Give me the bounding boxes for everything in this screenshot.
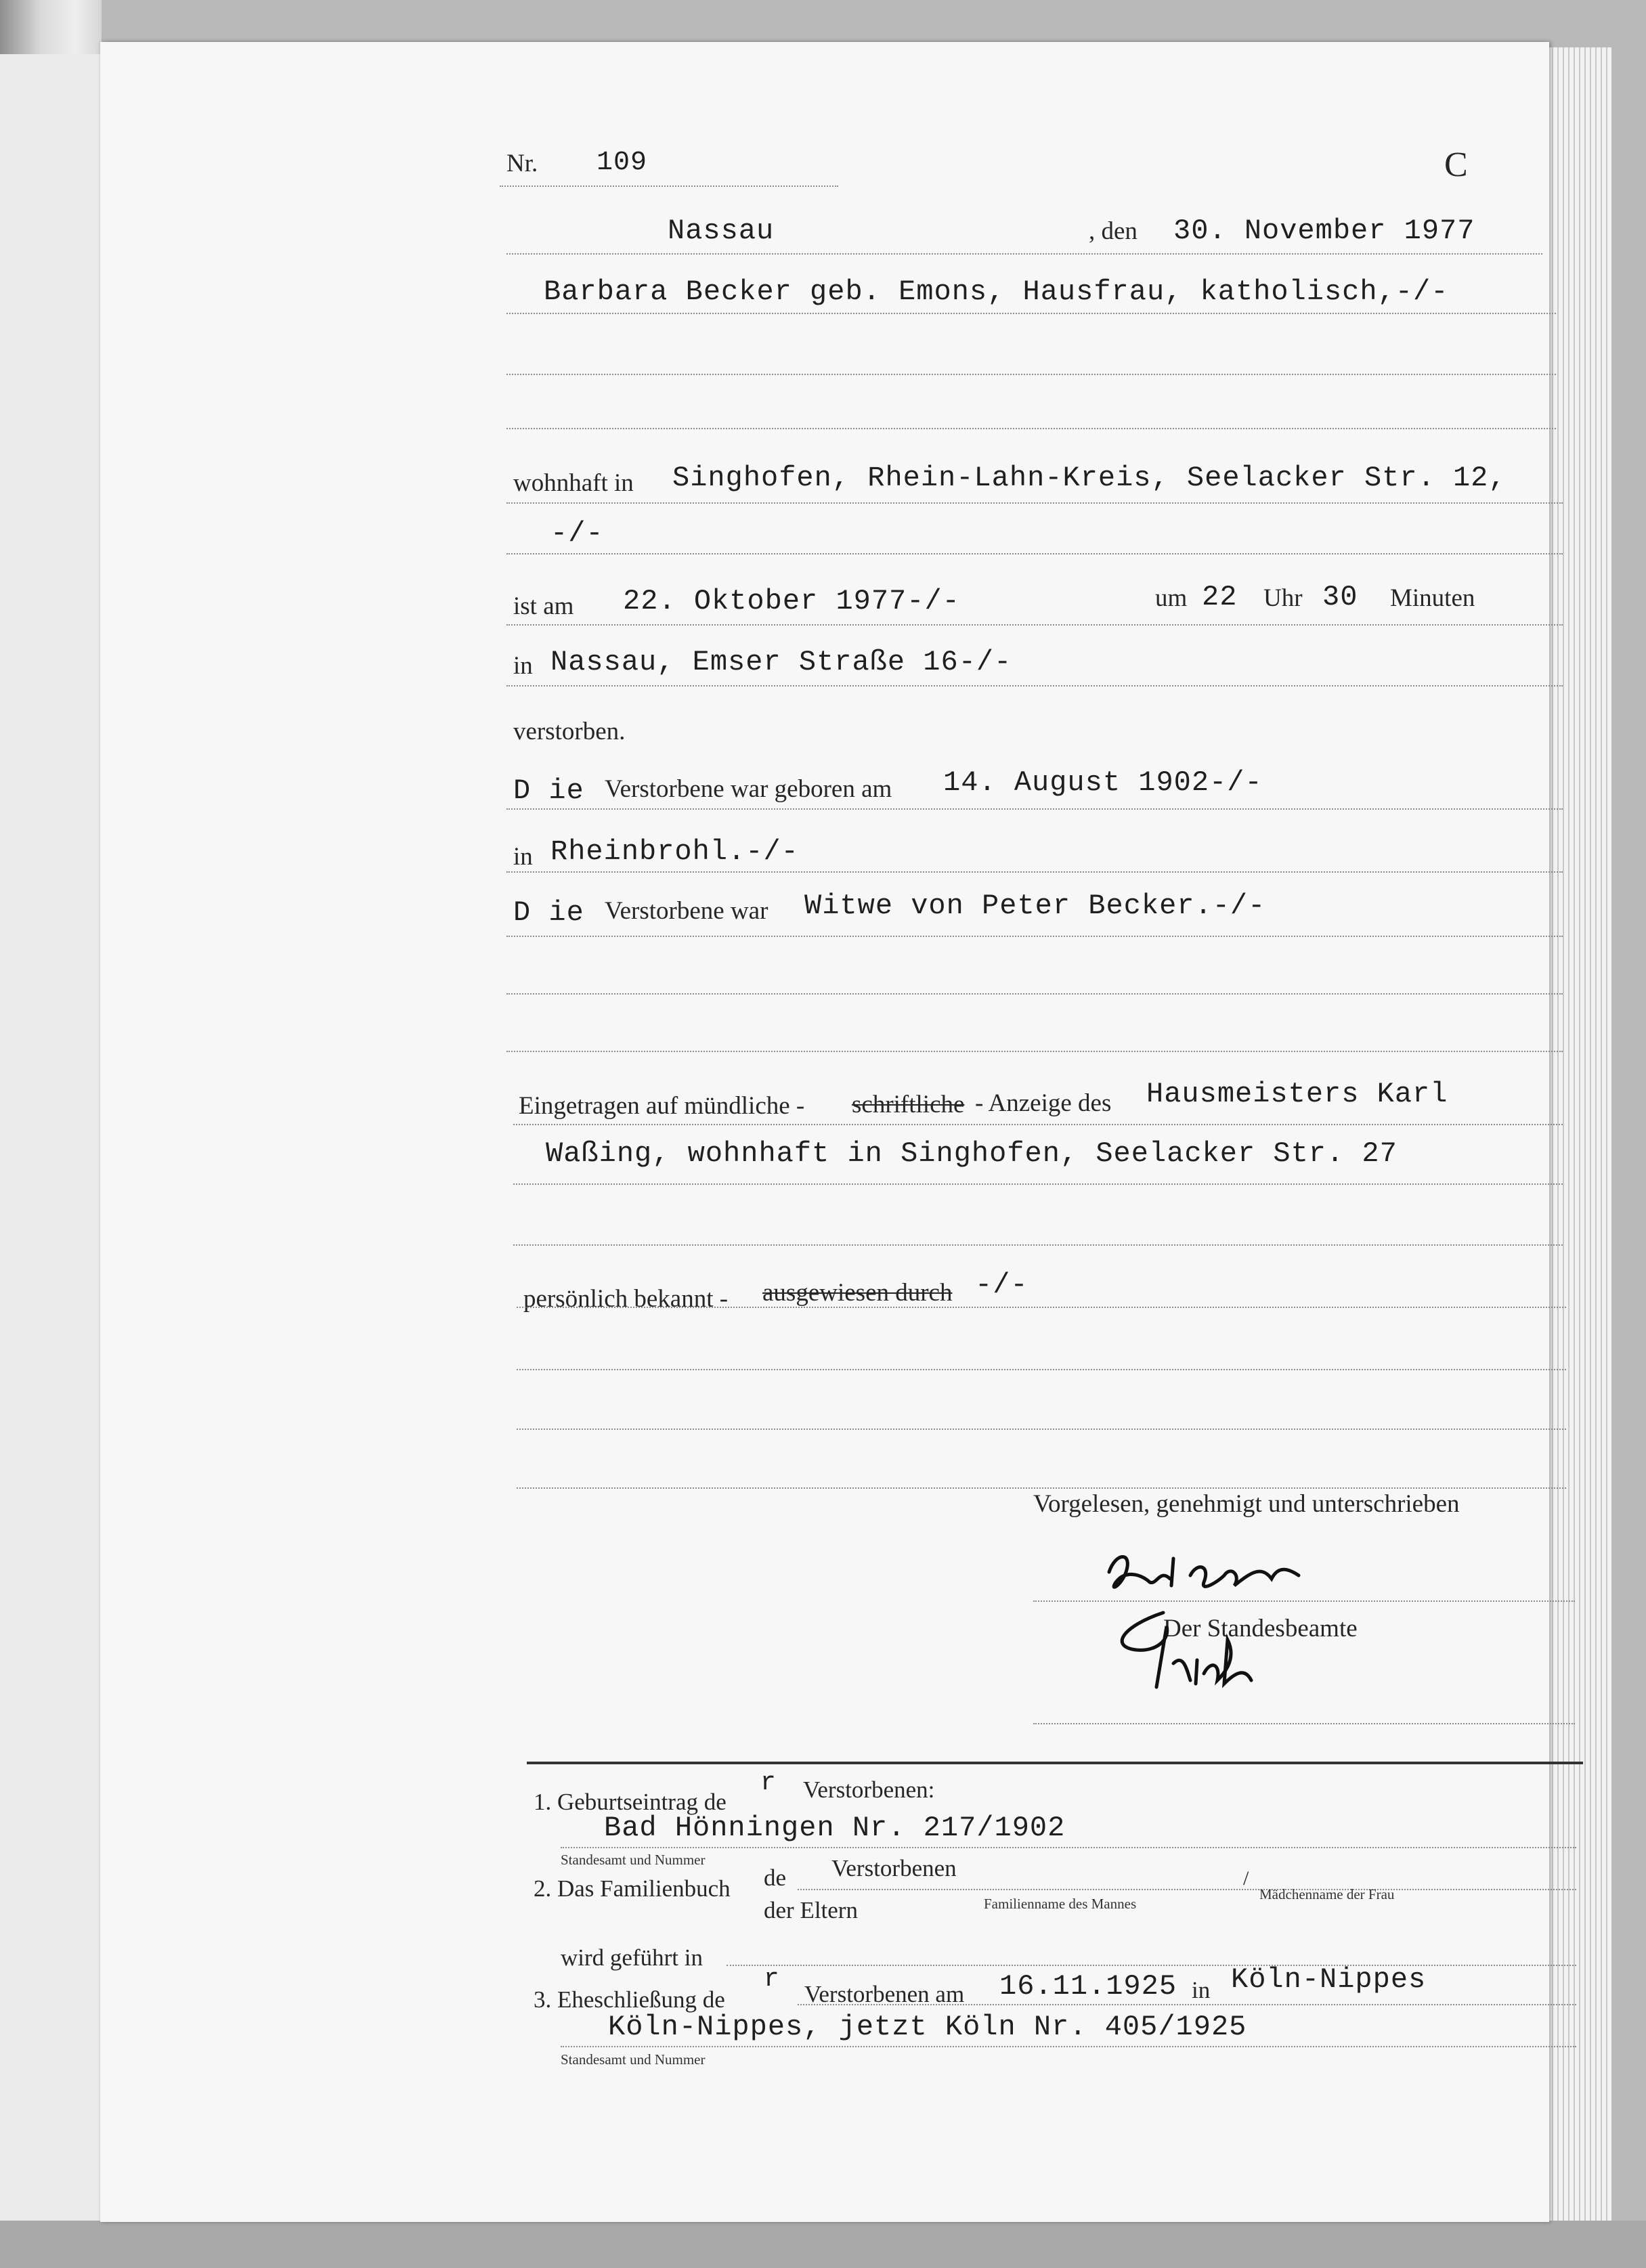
entry-number: 109	[597, 148, 648, 178]
rule	[513, 1124, 1563, 1125]
item1-suffix: r	[760, 1768, 777, 1797]
in-label-2: in	[513, 843, 533, 871]
death-minutes: 30	[1322, 581, 1358, 613]
register-page	[100, 42, 1549, 2222]
item2-label: 2. Das Familienbuch	[534, 1875, 731, 1902]
verstorben-label: verstorben.	[513, 718, 626, 745]
wird-label: wird geführt in	[561, 1944, 703, 1971]
bekannt-label: persönlich bekannt -	[523, 1285, 729, 1313]
residence: Singhofen, Rhein-Lahn-Kreis, Seelacker Str. 12,	[672, 462, 1507, 494]
rule	[798, 2004, 1576, 2005]
informant-line-1: Hausmeisters Karl	[1146, 1078, 1448, 1110]
registry-place: Nassau	[668, 215, 775, 247]
rule	[517, 1487, 1566, 1489]
rule	[506, 253, 1542, 255]
deceased-details: Barbara Becker geb. Emons, Hausfrau, katholisch,-/-	[544, 276, 1449, 308]
rule	[517, 1429, 1566, 1430]
standesamt-label-2: Standesamt und Nummer	[561, 2051, 706, 2068]
rule	[506, 936, 1563, 937]
rule	[506, 1051, 1563, 1052]
rule	[798, 1889, 1576, 1890]
rule	[506, 993, 1563, 995]
rule	[506, 502, 1563, 504]
birth-place: Rheinbrohl.-/-	[550, 835, 799, 868]
rule	[513, 1244, 1563, 1246]
rule	[727, 1965, 1576, 1966]
footer-divider	[527, 1762, 1583, 1764]
name-slash: /	[1243, 1867, 1249, 1890]
uhr-label: Uhr	[1263, 584, 1303, 612]
den-label: , den	[1089, 217, 1138, 245]
death-date: 22. Oktober 1977-/-	[623, 585, 960, 617]
maedchenname-label: Mädchenname der Frau	[1259, 1886, 1395, 1902]
marriage-date: 16.11.1925	[999, 1970, 1177, 2003]
rule	[561, 1847, 1576, 1848]
ist-am-label: ist am	[513, 592, 574, 620]
status-prefix: D ie	[513, 896, 584, 929]
item2-eltern: der Eltern	[764, 1897, 858, 1923]
vorgelesen-label: Vorgelesen, genehmigt und unterschrieben	[1033, 1490, 1460, 1518]
informant-line-2: Waßing, wohnhaft in Singhofen, Seelacker Str. 27	[546, 1137, 1398, 1170]
birth-entry: Bad Hönningen Nr. 217/1902	[604, 1812, 1066, 1844]
rule	[506, 374, 1556, 375]
left-page	[0, 54, 102, 2221]
schriftliche-struck: schriftliche	[852, 1091, 965, 1118]
um-label: um	[1155, 584, 1188, 612]
rule	[561, 2046, 1576, 2047]
item3-label: 3. Eheschließung de	[534, 1986, 725, 2013]
rule	[500, 186, 838, 187]
birth-date: 14. August 1902-/-	[943, 766, 1263, 799]
register-letter: C	[1444, 146, 1468, 184]
rule	[506, 428, 1556, 429]
rule	[506, 871, 1563, 873]
item2-de: de	[764, 1864, 787, 1891]
ausgewiesen-struck: ausgewiesen durch	[762, 1279, 953, 1307]
rule	[506, 313, 1556, 314]
in-label: in	[513, 652, 533, 680]
item2-verstorbenen: Verstorbenen	[831, 1855, 957, 1881]
rule	[506, 808, 1563, 810]
registrar-signature	[1109, 1599, 1285, 1701]
item3-in: in	[1192, 1977, 1211, 2003]
death-place: Nassau, Emser Straße 16-/-	[550, 646, 1012, 678]
rule	[506, 624, 1563, 626]
familienname-label: Familienname des Mannes	[984, 1896, 1137, 1912]
status-label: Verstorbene war	[605, 897, 768, 925]
standesbeamte-label: Der Standesbeamte	[1163, 1615, 1358, 1642]
born-label: Verstorbene war geboren am	[605, 775, 892, 803]
anzeige-label: - Anzeige des	[975, 1089, 1112, 1117]
item3-suffix: r	[764, 1965, 780, 1994]
residence-cont: -/-	[550, 517, 604, 550]
minuten-label: Minuten	[1390, 584, 1475, 612]
informant-signature	[1096, 1545, 1312, 1606]
item1-label-end: Verstorbenen:	[803, 1776, 935, 1803]
item3-label-mid: Verstorbenen am	[804, 1981, 965, 2007]
eingetragen-label: Eingetragen auf mündliche -	[519, 1092, 805, 1120]
book-cover-edge	[0, 2221, 1646, 2268]
rule	[1033, 1723, 1575, 1724]
marriage-entry: Köln-Nippes, jetzt Köln Nr. 405/1925	[608, 2011, 1247, 2043]
wohnhaft-label: wohnhaft in	[513, 469, 634, 497]
rule	[517, 1369, 1566, 1370]
status-value: Witwe von Peter Becker.-/-	[804, 890, 1266, 922]
bekannt-value: -/-	[975, 1269, 1028, 1301]
marriage-place: Köln-Nippes	[1231, 1963, 1427, 1996]
rule	[506, 553, 1563, 554]
rule	[506, 685, 1563, 686]
item1-label: 1. Geburtseintrag de	[534, 1789, 727, 1815]
nr-label: Nr.	[506, 150, 538, 177]
rule	[513, 1183, 1563, 1185]
rule	[517, 1307, 1566, 1308]
death-hour: 22	[1202, 581, 1238, 613]
registry-date: 30. November 1977	[1173, 215, 1475, 247]
standesamt-label: Standesamt und Nummer	[561, 1852, 706, 1868]
born-prefix: D ie	[513, 775, 584, 807]
